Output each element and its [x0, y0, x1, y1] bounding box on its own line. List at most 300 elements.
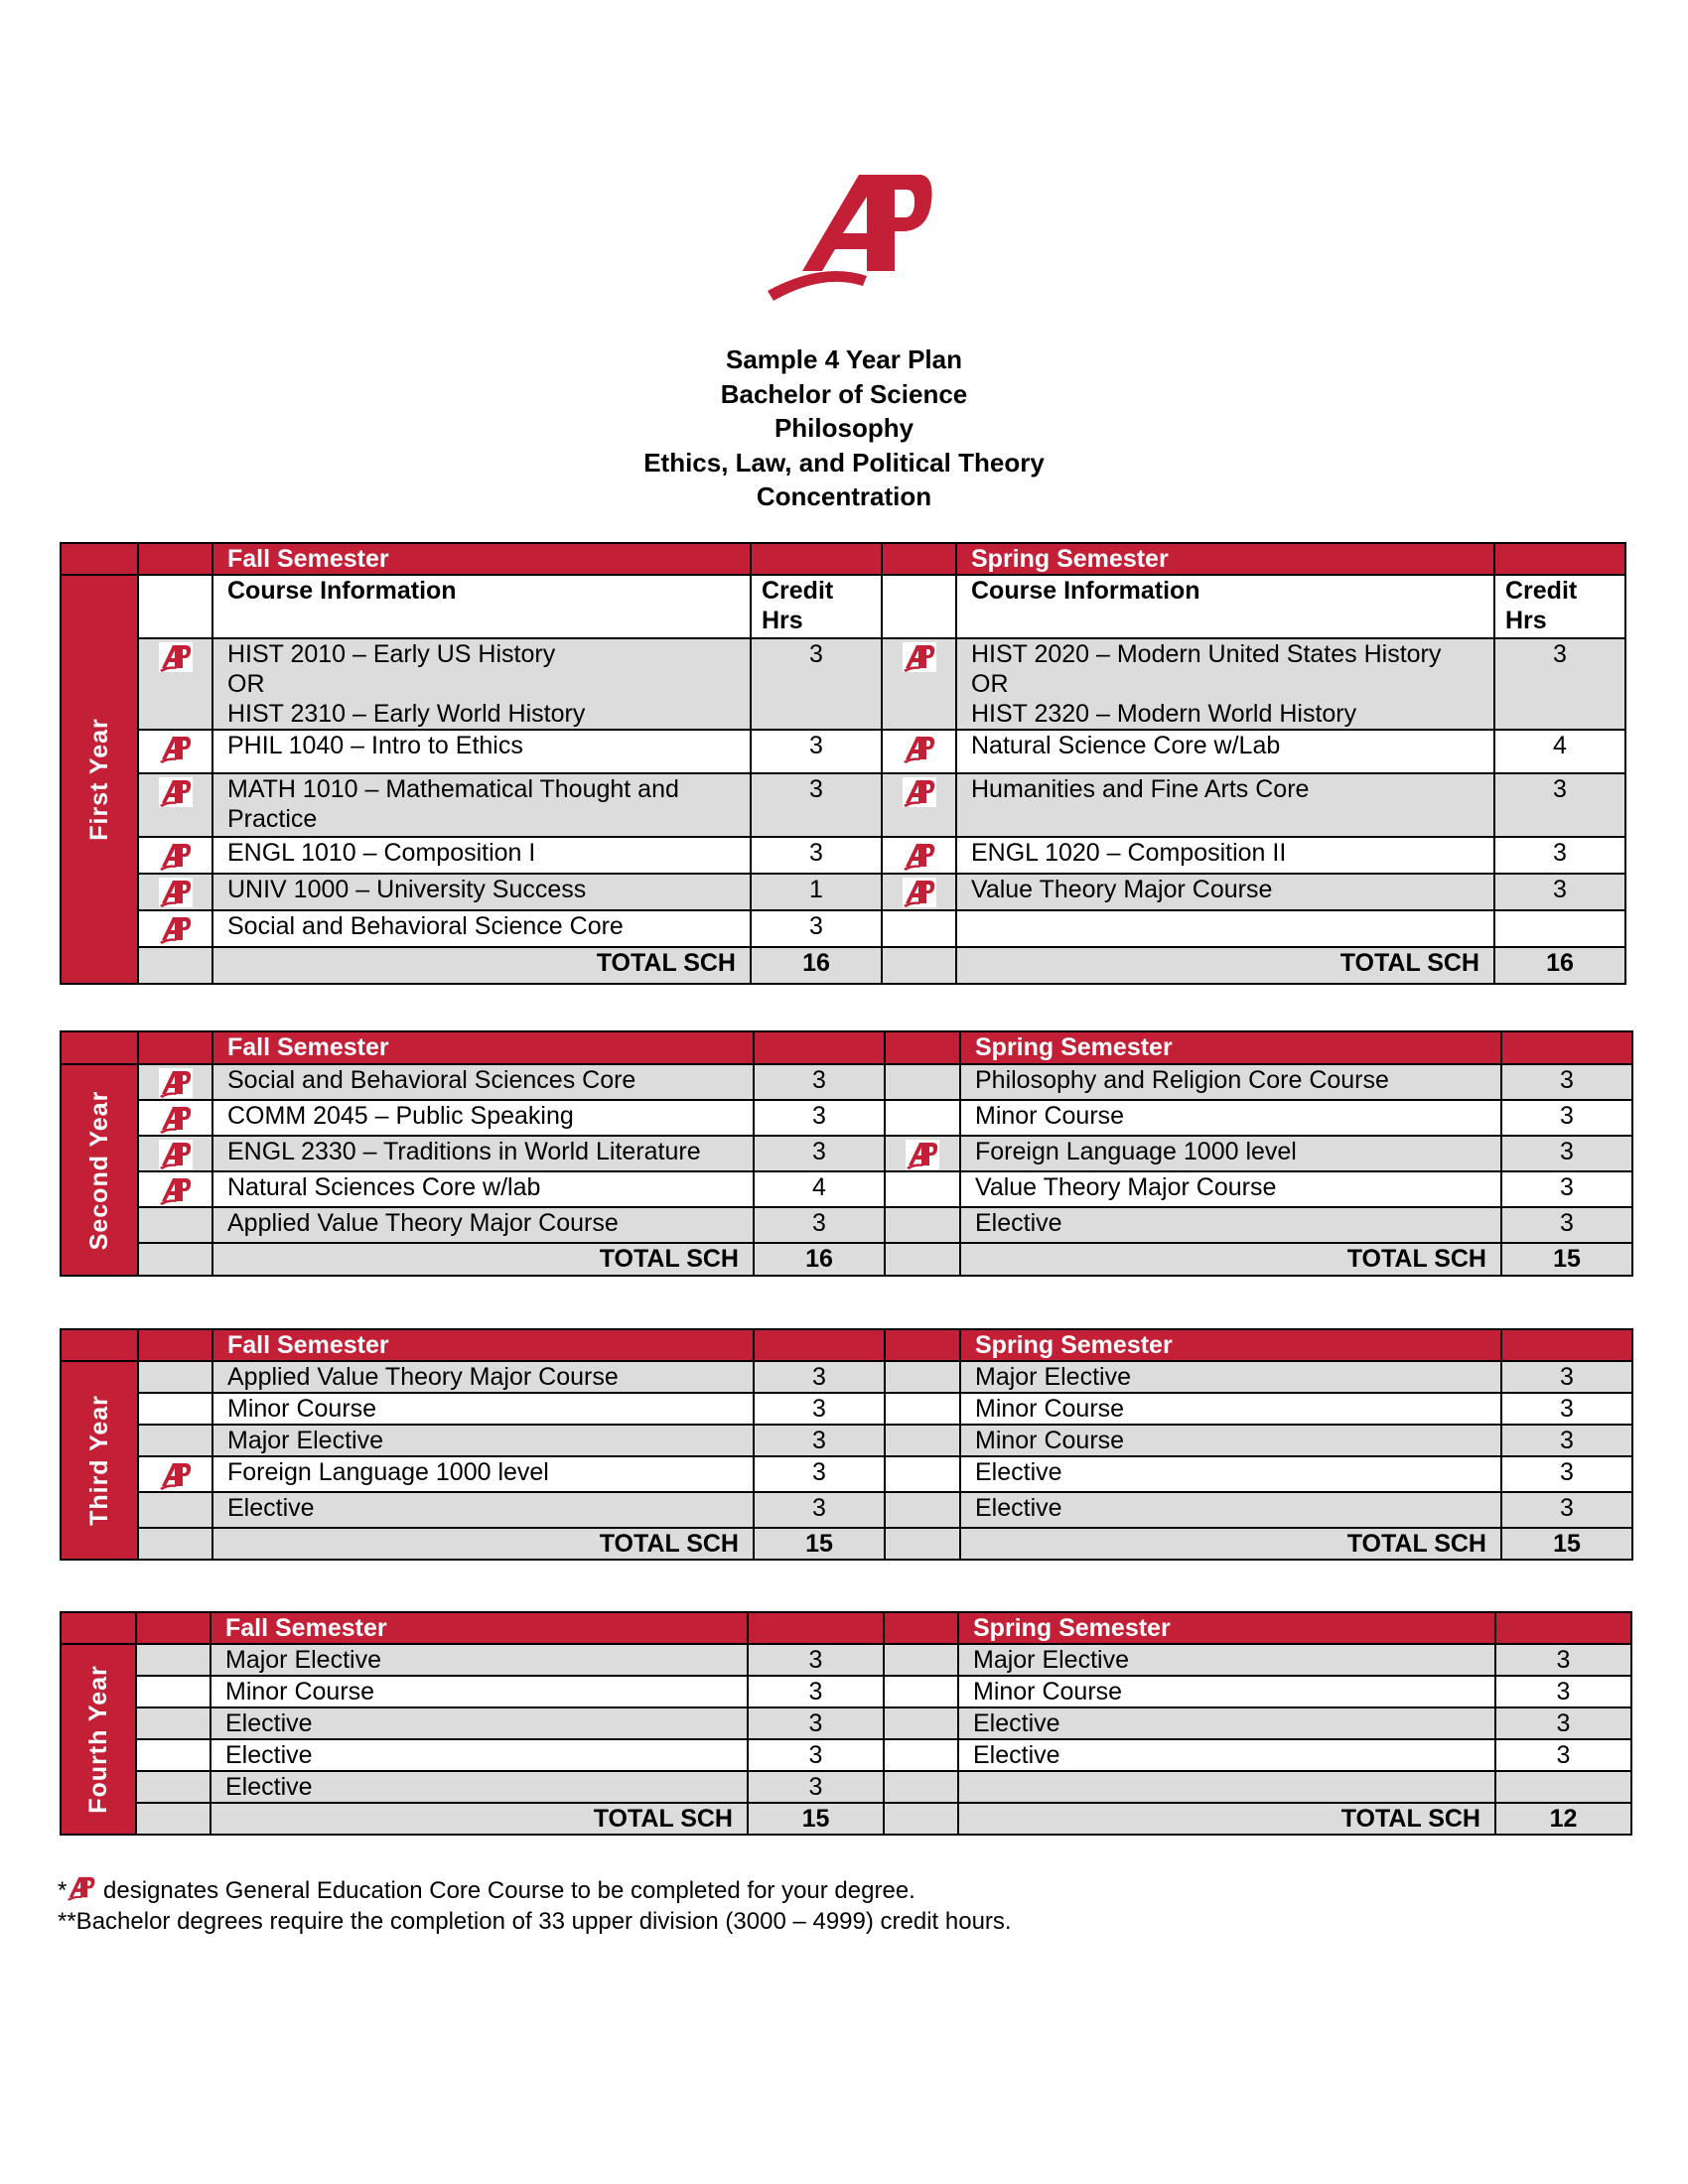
spring-semester-header: Spring Semester — [958, 1612, 1495, 1644]
fall-total-label: TOTAL SCH — [212, 947, 751, 984]
spring-course — [956, 773, 1494, 837]
ap-core-icon — [883, 734, 955, 763]
core-icon-cell — [885, 1393, 960, 1425]
ap-core-icon — [67, 1877, 96, 1904]
total-row — [61, 1803, 1631, 1835]
fall-credit-hrs: 3 — [754, 1100, 885, 1136]
year-table-1 — [60, 542, 1626, 985]
spring-course — [956, 910, 1494, 947]
ap-core-icon — [139, 734, 211, 763]
spring-credit-hrs: 3 — [1495, 1739, 1631, 1771]
course-row — [61, 638, 1625, 730]
spring-course — [958, 1707, 1495, 1739]
course-name-line: Elective — [973, 1741, 1060, 1769]
spring-credit-hrs — [1494, 910, 1625, 947]
course-name-line: Applied Value Theory Major Course — [227, 1209, 619, 1237]
total-row — [61, 947, 1625, 984]
footnote-core — [58, 1874, 1012, 1906]
fall-course — [211, 1644, 748, 1676]
year-table-3 — [60, 1328, 1633, 1561]
course-name-line: Elective — [227, 1494, 315, 1522]
course-name-line: Applied Value Theory Major Course — [227, 1363, 619, 1391]
fall-semester-header: Fall Semester — [212, 1031, 754, 1064]
fall-credit-hrs: 3 — [748, 1644, 884, 1676]
ap-core-icon — [883, 841, 955, 871]
course-row — [61, 1771, 1631, 1803]
credit-hrs-header — [1494, 575, 1625, 638]
core-icon-cell — [138, 910, 212, 947]
icon-col-header — [884, 1612, 958, 1644]
fall-credit-hrs: 3 — [754, 1425, 885, 1456]
column-header-row — [61, 575, 1625, 638]
year-label-text: Third Year — [85, 1395, 113, 1526]
spring-semester-header: Spring Semester — [956, 543, 1494, 575]
core-icon-cell — [885, 1456, 960, 1492]
core-icon-cell — [882, 730, 956, 773]
course-name-line: Value Theory Major Course — [975, 1173, 1277, 1201]
spring-total-label: TOTAL SCH — [960, 1243, 1501, 1276]
core-icon-cell — [136, 1707, 211, 1739]
fall-course — [212, 1136, 754, 1171]
hrs-label: Hrs — [762, 607, 803, 634]
year-label — [61, 1644, 136, 1835]
fall-course — [212, 837, 751, 874]
ap-core-icon — [139, 841, 211, 871]
icon-col-header — [138, 1329, 212, 1361]
course-name-line: OR — [971, 670, 1009, 698]
course-name-line: COMM 2045 – Public Speaking — [227, 1102, 574, 1130]
course-name-line: Major Elective — [225, 1646, 381, 1674]
course-row — [61, 1739, 1631, 1771]
spring-credit-hrs: 3 — [1495, 1676, 1631, 1707]
core-icon-cell — [138, 1171, 212, 1207]
footnote-asterisk: * — [58, 1877, 68, 1904]
spring-semester-header: Spring Semester — [960, 1329, 1501, 1361]
core-icon-cell — [138, 1425, 212, 1456]
course-row — [61, 1456, 1632, 1492]
course-row — [61, 1100, 1632, 1136]
credit-label: Credit — [762, 577, 834, 605]
fall-course — [211, 1739, 748, 1771]
course-name-line: HIST 2020 – Modern United States History — [971, 640, 1442, 668]
core-icon-cell — [885, 1207, 960, 1243]
course-row — [61, 837, 1625, 874]
course-row — [61, 1136, 1632, 1171]
ap-logo — [748, 142, 936, 316]
fall-credit-hrs: 3 — [754, 1207, 885, 1243]
core-icon-cell — [136, 1771, 211, 1803]
course-name-line: Practice — [227, 805, 318, 833]
ap-core-icon — [139, 642, 211, 672]
core-icon-cell — [885, 1064, 960, 1100]
core-icon-cell — [138, 1207, 212, 1243]
fall-credit-hrs: 3 — [751, 638, 882, 730]
year-corner — [61, 1612, 136, 1644]
fall-semester-header: Fall Semester — [212, 1329, 754, 1361]
course-name-line: Natural Science Core w/Lab — [971, 732, 1281, 759]
fall-total-label: TOTAL SCH — [211, 1803, 748, 1835]
spring-course — [958, 1676, 1495, 1707]
core-icon-cell — [882, 874, 956, 910]
fall-credit-hrs: 3 — [748, 1771, 884, 1803]
icon-col-header — [885, 1031, 960, 1064]
course-name-line: ENGL 2330 – Traditions in World Literature — [227, 1138, 701, 1165]
plan-title — [0, 342, 1688, 514]
course-name-line: ENGL 1010 – Composition I — [227, 839, 536, 867]
semester-header-row — [61, 1612, 1631, 1644]
course-row — [61, 730, 1625, 773]
course-row — [61, 773, 1625, 837]
course-name-line: Minor Course — [975, 1102, 1125, 1130]
course-name-line: Elective — [975, 1458, 1062, 1486]
fall-credit-hrs: 3 — [748, 1707, 884, 1739]
spring-credit-hrs — [1495, 1771, 1631, 1803]
course-name-line: Minor Course — [227, 1395, 377, 1423]
fall-course — [212, 1064, 754, 1100]
course-name-line: Natural Sciences Core w/lab — [227, 1173, 541, 1201]
spring-total-label: TOTAL SCH — [960, 1528, 1501, 1560]
spring-course — [960, 1064, 1501, 1100]
icon-cell — [885, 1243, 960, 1276]
spring-total-value: 15 — [1501, 1528, 1632, 1560]
fall-course — [212, 730, 751, 773]
spring-credit-hrs: 3 — [1501, 1425, 1632, 1456]
year-label-text: Fourth Year — [84, 1665, 112, 1814]
course-name-line: Minor Course — [973, 1678, 1123, 1706]
ap-core-icon — [139, 777, 211, 807]
fall-course — [212, 1100, 754, 1136]
icon-cell — [138, 1243, 212, 1276]
course-name-line: Major Elective — [973, 1646, 1129, 1674]
fall-course — [212, 874, 751, 910]
spring-course — [956, 874, 1494, 910]
spring-credit-header — [1494, 543, 1625, 575]
spring-total-value: 12 — [1495, 1803, 1631, 1835]
fall-course — [211, 1771, 748, 1803]
fall-credit-hrs: 4 — [754, 1171, 885, 1207]
course-name-line: Minor Course — [225, 1678, 375, 1706]
total-row — [61, 1528, 1632, 1560]
core-icon-cell — [138, 1100, 212, 1136]
course-row — [61, 1393, 1632, 1425]
fall-credit-header — [751, 543, 882, 575]
footnotes — [58, 1874, 1012, 1938]
spring-total-value: 16 — [1494, 947, 1625, 984]
core-icon-cell — [884, 1739, 958, 1771]
course-name-line: Minor Course — [975, 1395, 1125, 1423]
spring-course — [960, 1492, 1501, 1528]
year-corner — [61, 543, 138, 575]
title-line-2: Bachelor of Science — [720, 378, 968, 409]
core-icon-cell — [884, 1644, 958, 1676]
spring-credit-hrs: 3 — [1501, 1064, 1632, 1100]
spring-course — [960, 1361, 1501, 1393]
title-line-3: Philosophy — [774, 413, 914, 443]
ap-core-icon — [139, 1068, 211, 1098]
core-icon-cell — [882, 910, 956, 947]
total-row — [61, 1243, 1632, 1276]
semester-header-row — [61, 1031, 1632, 1064]
fall-credit-hrs: 3 — [751, 730, 882, 773]
icon-col-header — [136, 1612, 211, 1644]
spring-credit-hrs: 3 — [1494, 874, 1625, 910]
fall-course — [212, 773, 751, 837]
ap-core-icon — [139, 1140, 211, 1169]
course-name-line: Elective — [973, 1709, 1060, 1737]
ap-core-icon — [139, 914, 211, 944]
course-name-line: Elective — [225, 1709, 313, 1737]
fall-credit-hrs: 3 — [751, 773, 882, 837]
core-icon-cell — [884, 1771, 958, 1803]
core-icon-cell — [885, 1136, 960, 1171]
ap-core-icon — [886, 1140, 959, 1169]
spring-total-label: TOTAL SCH — [958, 1803, 1495, 1835]
icon-col-header — [885, 1329, 960, 1361]
icon-cell — [882, 947, 956, 984]
course-name-line: HIST 2010 – Early US History — [227, 640, 556, 668]
core-icon-cell — [138, 874, 212, 910]
course-name-line: Foreign Language 1000 level — [227, 1458, 549, 1486]
icon-cell — [138, 947, 212, 984]
fall-total-value: 16 — [754, 1243, 885, 1276]
fall-credit-hrs: 1 — [751, 874, 882, 910]
fall-course — [212, 1425, 754, 1456]
spring-course — [956, 837, 1494, 874]
fall-course — [212, 1393, 754, 1425]
core-icon-cell — [138, 730, 212, 773]
course-name-line: UNIV 1000 – University Success — [227, 876, 587, 903]
core-icon-cell — [885, 1425, 960, 1456]
course-row — [61, 1644, 1631, 1676]
icon-cell — [882, 575, 956, 638]
year-label — [61, 1064, 138, 1276]
fall-course — [212, 1207, 754, 1243]
footnote-upper-division: **Bachelor degrees require the completion of 33 upper division (3000 – 4999) credit hours. — [58, 1908, 1012, 1935]
ap-core-icon — [139, 1460, 211, 1490]
fall-course — [212, 1492, 754, 1528]
spring-total-value: 15 — [1501, 1243, 1632, 1276]
ap-core-icon — [139, 1104, 211, 1134]
fall-total-value: 15 — [748, 1803, 884, 1835]
course-info-header: Course Information — [212, 575, 751, 638]
fall-course — [212, 1456, 754, 1492]
spring-credit-hrs: 3 — [1501, 1456, 1632, 1492]
spring-credit-hrs: 3 — [1501, 1492, 1632, 1528]
core-icon-cell — [138, 1492, 212, 1528]
spring-credit-hrs: 3 — [1495, 1707, 1631, 1739]
fall-credit-hrs: 3 — [754, 1136, 885, 1171]
course-name-line: Humanities and Fine Arts Core — [971, 775, 1310, 803]
spring-credit-hrs: 3 — [1501, 1100, 1632, 1136]
icon-col-header — [138, 543, 212, 575]
footnote-core-text: designates General Education Core Course to be completed for your degree. — [96, 1877, 915, 1904]
ap-core-icon — [883, 642, 955, 672]
semester-header-row — [61, 1329, 1632, 1361]
fall-credit-hrs: 3 — [754, 1492, 885, 1528]
credit-label: Credit — [1505, 577, 1578, 605]
icon-cell — [136, 1803, 211, 1835]
course-name-line: Social and Behavioral Science Core — [227, 912, 624, 940]
fall-credit-hrs: 3 — [751, 910, 882, 947]
course-name-line: HIST 2310 – Early World History — [227, 700, 586, 728]
course-row — [61, 1171, 1632, 1207]
hrs-label: Hrs — [1505, 607, 1547, 634]
spring-total-label: TOTAL SCH — [956, 947, 1494, 984]
fall-course — [212, 638, 751, 730]
ap-core-icon — [883, 878, 955, 907]
spring-course — [960, 1136, 1501, 1171]
course-name-line: HIST 2320 – Modern World History — [971, 700, 1357, 728]
core-icon-cell — [884, 1676, 958, 1707]
core-icon-cell — [136, 1644, 211, 1676]
core-icon-cell — [882, 773, 956, 837]
icon-col-header — [138, 1031, 212, 1064]
core-icon-cell — [885, 1100, 960, 1136]
fall-course — [212, 910, 751, 947]
year-table-2 — [60, 1030, 1633, 1277]
year-label-text: Second Year — [85, 1090, 113, 1250]
fall-credit-hrs: 3 — [754, 1456, 885, 1492]
spring-course — [960, 1100, 1501, 1136]
year-label-text: First Year — [85, 718, 113, 841]
spring-course — [956, 730, 1494, 773]
fall-total-value: 15 — [754, 1528, 885, 1560]
year-corner — [61, 1031, 138, 1064]
fall-credit-hrs: 3 — [748, 1739, 884, 1771]
core-icon-cell — [138, 1393, 212, 1425]
title-line-1: Sample 4 Year Plan — [726, 344, 962, 374]
course-row — [61, 1707, 1631, 1739]
core-icon-cell — [138, 1136, 212, 1171]
fall-credit-hrs: 3 — [754, 1393, 885, 1425]
core-icon-cell — [882, 638, 956, 730]
fall-credit-hrs: 3 — [754, 1361, 885, 1393]
spring-credit-hrs: 3 — [1501, 1361, 1632, 1393]
core-icon-cell — [136, 1739, 211, 1771]
year-table-4 — [60, 1611, 1632, 1836]
course-name-line: Major Elective — [227, 1427, 383, 1454]
spring-course — [960, 1393, 1501, 1425]
fall-total-label: TOTAL SCH — [212, 1243, 754, 1276]
spring-semester-header: Spring Semester — [960, 1031, 1501, 1064]
spring-credit-hrs: 3 — [1501, 1207, 1632, 1243]
course-row — [61, 1207, 1632, 1243]
core-icon-cell — [138, 638, 212, 730]
ap-core-icon — [139, 878, 211, 907]
course-name-line: Value Theory Major Course — [971, 876, 1273, 903]
spring-credit-hrs: 3 — [1501, 1171, 1632, 1207]
fall-total-label: TOTAL SCH — [212, 1528, 754, 1560]
spring-credit-hrs: 3 — [1501, 1393, 1632, 1425]
spring-credit-hrs: 3 — [1501, 1136, 1632, 1171]
fall-semester-header: Fall Semester — [211, 1612, 748, 1644]
spring-credit-hrs: 3 — [1494, 773, 1625, 837]
course-name-line: OR — [227, 670, 265, 698]
year-label — [61, 1361, 138, 1560]
fall-total-value: 16 — [751, 947, 882, 984]
spring-credit-header — [1501, 1329, 1632, 1361]
course-info-header: Course Information — [956, 575, 1494, 638]
course-name-line: Major Elective — [975, 1363, 1131, 1391]
spring-course — [958, 1771, 1495, 1803]
spring-credit-hrs: 3 — [1495, 1644, 1631, 1676]
ap-core-icon — [883, 777, 955, 807]
spring-credit-hrs: 3 — [1494, 837, 1625, 874]
course-row — [61, 1361, 1632, 1393]
spring-course — [958, 1739, 1495, 1771]
core-icon-cell — [138, 773, 212, 837]
semester-header-row — [61, 543, 1625, 575]
spring-course — [958, 1644, 1495, 1676]
course-row — [61, 1425, 1632, 1456]
spring-course — [960, 1425, 1501, 1456]
spring-credit-hrs: 3 — [1494, 638, 1625, 730]
fall-credit-hrs: 3 — [751, 837, 882, 874]
fall-credit-hrs: 3 — [748, 1676, 884, 1707]
fall-credit-header — [754, 1329, 885, 1361]
core-icon-cell — [882, 837, 956, 874]
core-icon-cell — [138, 1064, 212, 1100]
course-name-line: Elective — [975, 1209, 1062, 1237]
core-icon-cell — [885, 1361, 960, 1393]
course-name-line: PHIL 1040 – Intro to Ethics — [227, 732, 523, 759]
core-icon-cell — [138, 837, 212, 874]
title-line-4: Ethics, Law, and Political Theory — [643, 447, 1045, 478]
course-row — [61, 1064, 1632, 1100]
spring-course — [960, 1171, 1501, 1207]
ap-core-icon — [139, 1175, 211, 1205]
icon-col-header — [882, 543, 956, 575]
spring-credit-hrs: 4 — [1494, 730, 1625, 773]
spring-credit-header — [1495, 1612, 1631, 1644]
fall-course — [212, 1361, 754, 1393]
core-icon-cell — [136, 1676, 211, 1707]
course-name-line: Elective — [975, 1494, 1062, 1522]
fall-course — [211, 1676, 748, 1707]
course-row — [61, 874, 1625, 910]
course-name-line: Foreign Language 1000 level — [975, 1138, 1297, 1165]
fall-course — [211, 1707, 748, 1739]
course-name-line: MATH 1010 – Mathematical Thought and — [227, 775, 679, 803]
course-name-line: Minor Course — [975, 1427, 1125, 1454]
icon-cell — [885, 1528, 960, 1560]
credit-hrs-header — [751, 575, 882, 638]
spring-course — [960, 1456, 1501, 1492]
year-corner — [61, 1329, 138, 1361]
fall-course — [212, 1171, 754, 1207]
course-name-line: Elective — [225, 1773, 313, 1801]
core-icon-cell — [138, 1361, 212, 1393]
year-label — [61, 575, 138, 984]
course-name-line: ENGL 1020 – Composition II — [971, 839, 1287, 867]
icon-cell — [884, 1803, 958, 1835]
fall-credit-header — [754, 1031, 885, 1064]
spring-credit-header — [1501, 1031, 1632, 1064]
fall-semester-header: Fall Semester — [212, 543, 751, 575]
course-name-line: Elective — [225, 1741, 313, 1769]
course-name-line: Social and Behavioral Sciences Core — [227, 1066, 636, 1094]
course-row — [61, 910, 1625, 947]
core-icon-cell — [885, 1492, 960, 1528]
fall-credit-header — [748, 1612, 884, 1644]
core-icon-cell — [885, 1171, 960, 1207]
core-icon-cell — [138, 1456, 212, 1492]
title-line-5: Concentration — [756, 481, 932, 511]
icon-cell — [138, 575, 212, 638]
fall-credit-hrs: 3 — [754, 1064, 885, 1100]
core-icon-cell — [884, 1707, 958, 1739]
course-name-line: Philosophy and Religion Core Course — [975, 1066, 1389, 1094]
